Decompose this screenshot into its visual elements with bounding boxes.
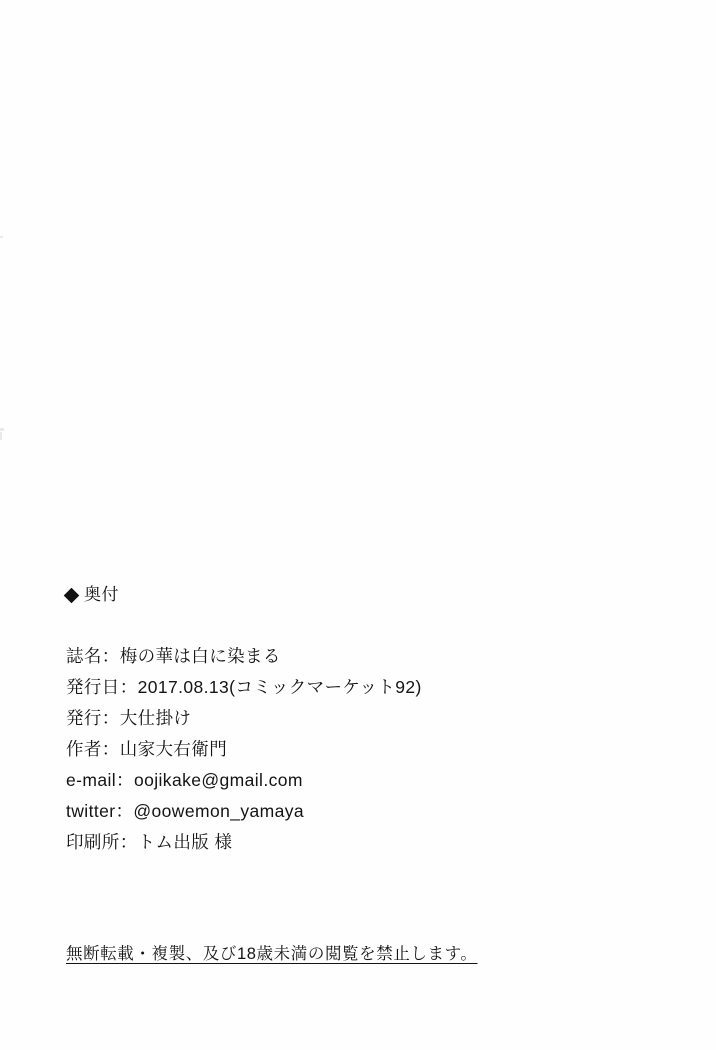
copyright-notice: 無断転載・複製、及び18歳未満の閲覧を禁止します。 — [66, 945, 478, 963]
colophon-row-twitter: twitter：@oowemon_yamaya — [66, 801, 305, 822]
colophon-info-list — [66, 641, 626, 858]
paper-edge-artifact — [0, 236, 3, 238]
diamond-icon — [64, 588, 80, 604]
colophon-heading — [66, 585, 626, 605]
colophon-row-email: e-mail：oojikake@gmail.com — [66, 770, 303, 791]
paper-edge-artifact — [0, 428, 4, 431]
colophon-row-publication-date: 発行日：2017.08.13(コミックマーケット92) — [66, 677, 422, 698]
colophon-row-author: 作者：山家大右衛門 — [66, 739, 228, 760]
colophon-heading-label: 奥付 — [84, 585, 119, 604]
colophon-section — [66, 585, 626, 858]
colophon-row-title: 誌名：梅の華は白に染まる — [66, 646, 281, 667]
paper-edge-artifact — [0, 432, 2, 440]
colophon-row-printer: 印刷所：トム出版 様 — [66, 832, 233, 853]
colophon-row-publisher: 発行：大仕掛け — [66, 708, 192, 729]
